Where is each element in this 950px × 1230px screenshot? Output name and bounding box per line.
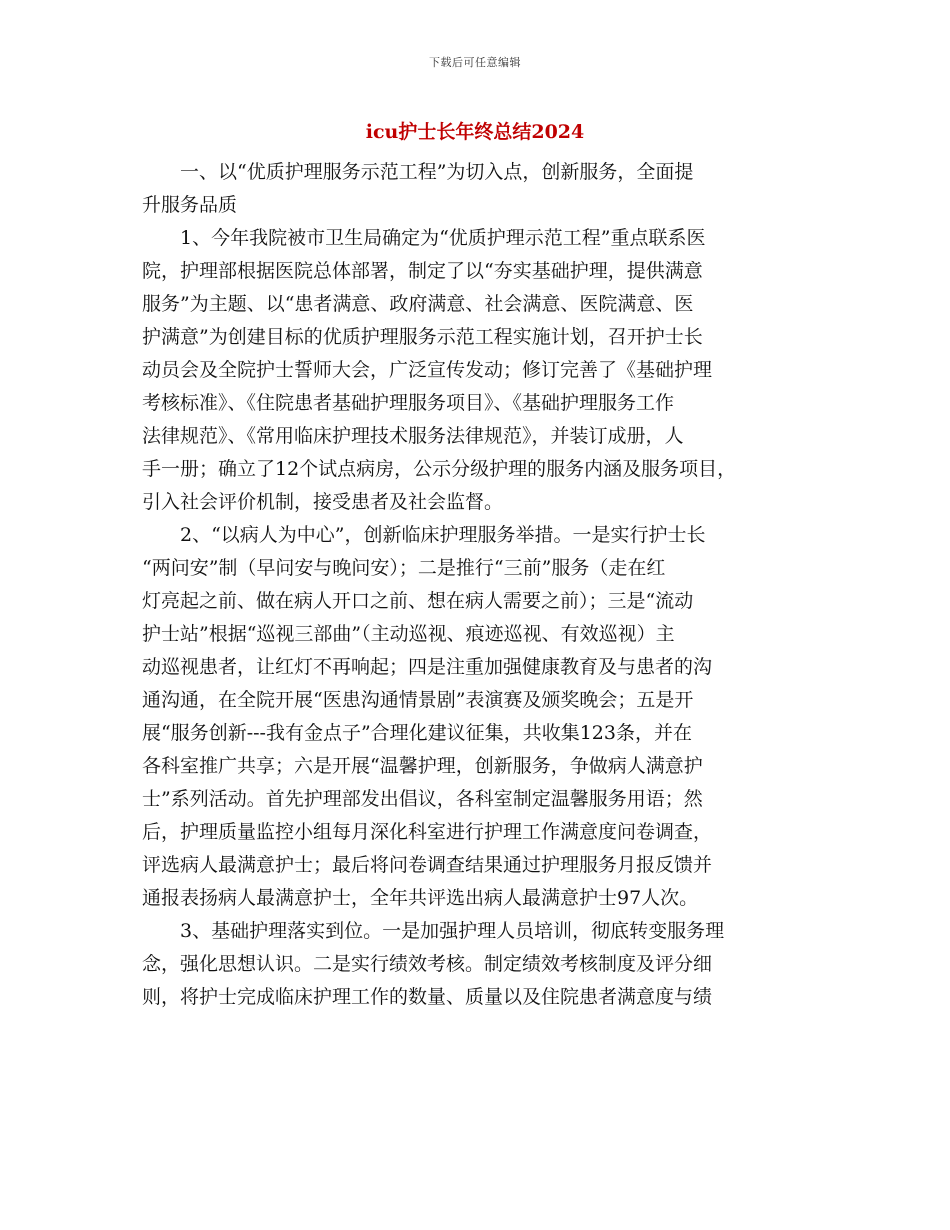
paragraph-4-line-3: 则，将护士完成临床护理工作的数量、质量以及住院患者满意度与绩 (142, 986, 713, 1008)
paragraph-3-line-2: “两问安”制（早问安与晚问安）；二是推行“三前”服务（走在红 (142, 557, 666, 579)
paragraph-2-line-2: 院，护理部根据医院总体部署，制定了以“夯实基础护理，提供满意 (142, 260, 703, 282)
paragraph-3-line-4: 护士站”根据“巡视三部曲”（主动巡视、痕迹巡视、有效巡视）主 (142, 623, 675, 645)
paragraph-3-line-6: 通沟通，在全院开展“医患沟通情景剧”表演赛及颁奖晚会；五是开 (142, 689, 694, 711)
paragraph-3-line-5: 动巡视患者，让红灯不再响起；四是注重加强健康教育及与患者的沟 (142, 656, 713, 678)
paragraph-3-line-8: 各科室推广共享；六是开展“温馨护理，创新服务，争做病人满意护 (142, 755, 703, 777)
document-title: icu护士长年终总结2024 (365, 121, 585, 143)
paragraph-3-line-7: 展“服务创新---我有金点子”合理化建议征集，共收集123条，并在 (142, 722, 692, 744)
paragraph-1-line-2: 升服务品质 (142, 194, 238, 216)
paragraph-3-line-1: 2、“以病人为中心”，创新临床护理服务举措。一是实行护士长 (180, 524, 706, 546)
paragraph-3-line-12: 通报表扬病人最满意护士，全年共评选出病人最满意护士97人次。 (142, 887, 699, 909)
paragraph-2-line-1: 1、今年我院被市卫生局确定为“优质护理示范工程”重点联系医 (180, 227, 706, 249)
paragraph-2-line-7: 法律规范》、《常用临床护理技术服务法律规范》，并装订成册，人 (142, 425, 684, 447)
paragraph-3-line-9: 士”系列活动。首先护理部发出倡议，各科室制定温馨服务用语；然 (142, 788, 703, 810)
page-header-note: 下载后可任意编辑 (429, 56, 521, 69)
paragraph-3-line-11: 评选病人最满意护士；最后将问卷调查结果通过护理服务月报反馈并 (142, 854, 713, 876)
document-body (142, 156, 812, 1014)
paragraph-4-line-1: 3、基础护理落实到位。一是加强护理人员培训，彻底转变服务理 (180, 920, 725, 942)
paragraph-2-line-8: 手一册；确立了12个试点病房，公示分级护理的服务内涵及服务项目， (142, 458, 737, 480)
paragraph-1-line-1: 一、以“优质护理服务示范工程”为切入点，创新服务，全面提 (180, 161, 694, 183)
paragraph-3-line-3: 灯亮起之前、做在病人开口之前、想在病人需要之前）；三是“流动 (142, 590, 694, 612)
paragraph-4-line-2: 念，强化思想认识。二是实行绩效考核。制定绩效考核制度及评分细 (142, 953, 713, 975)
paragraph-3-line-10: 后，护理质量监控小组每月深化科室进行护理工作满意度问卷调查， (142, 821, 713, 843)
paragraph-2-line-3: 服务”为主题、以“患者满意、政府满意、社会满意、医院满意、医 (142, 293, 694, 315)
paragraph-2-line-6: 考核标准》、《住院患者基础护理服务项目》、《基础护理服务工作 (142, 392, 675, 414)
paragraph-2-line-9: 引入社会评价机制，接受患者及社会监督。 (142, 491, 504, 513)
paragraph-2-line-4: 护满意”为创建目标的优质护理服务示范工程实施计划，召开护士长 (142, 326, 703, 348)
paragraph-2-line-5: 动员会及全院护士誓师大会，广泛宣传发动；修订完善了《基础护理 (142, 359, 713, 381)
